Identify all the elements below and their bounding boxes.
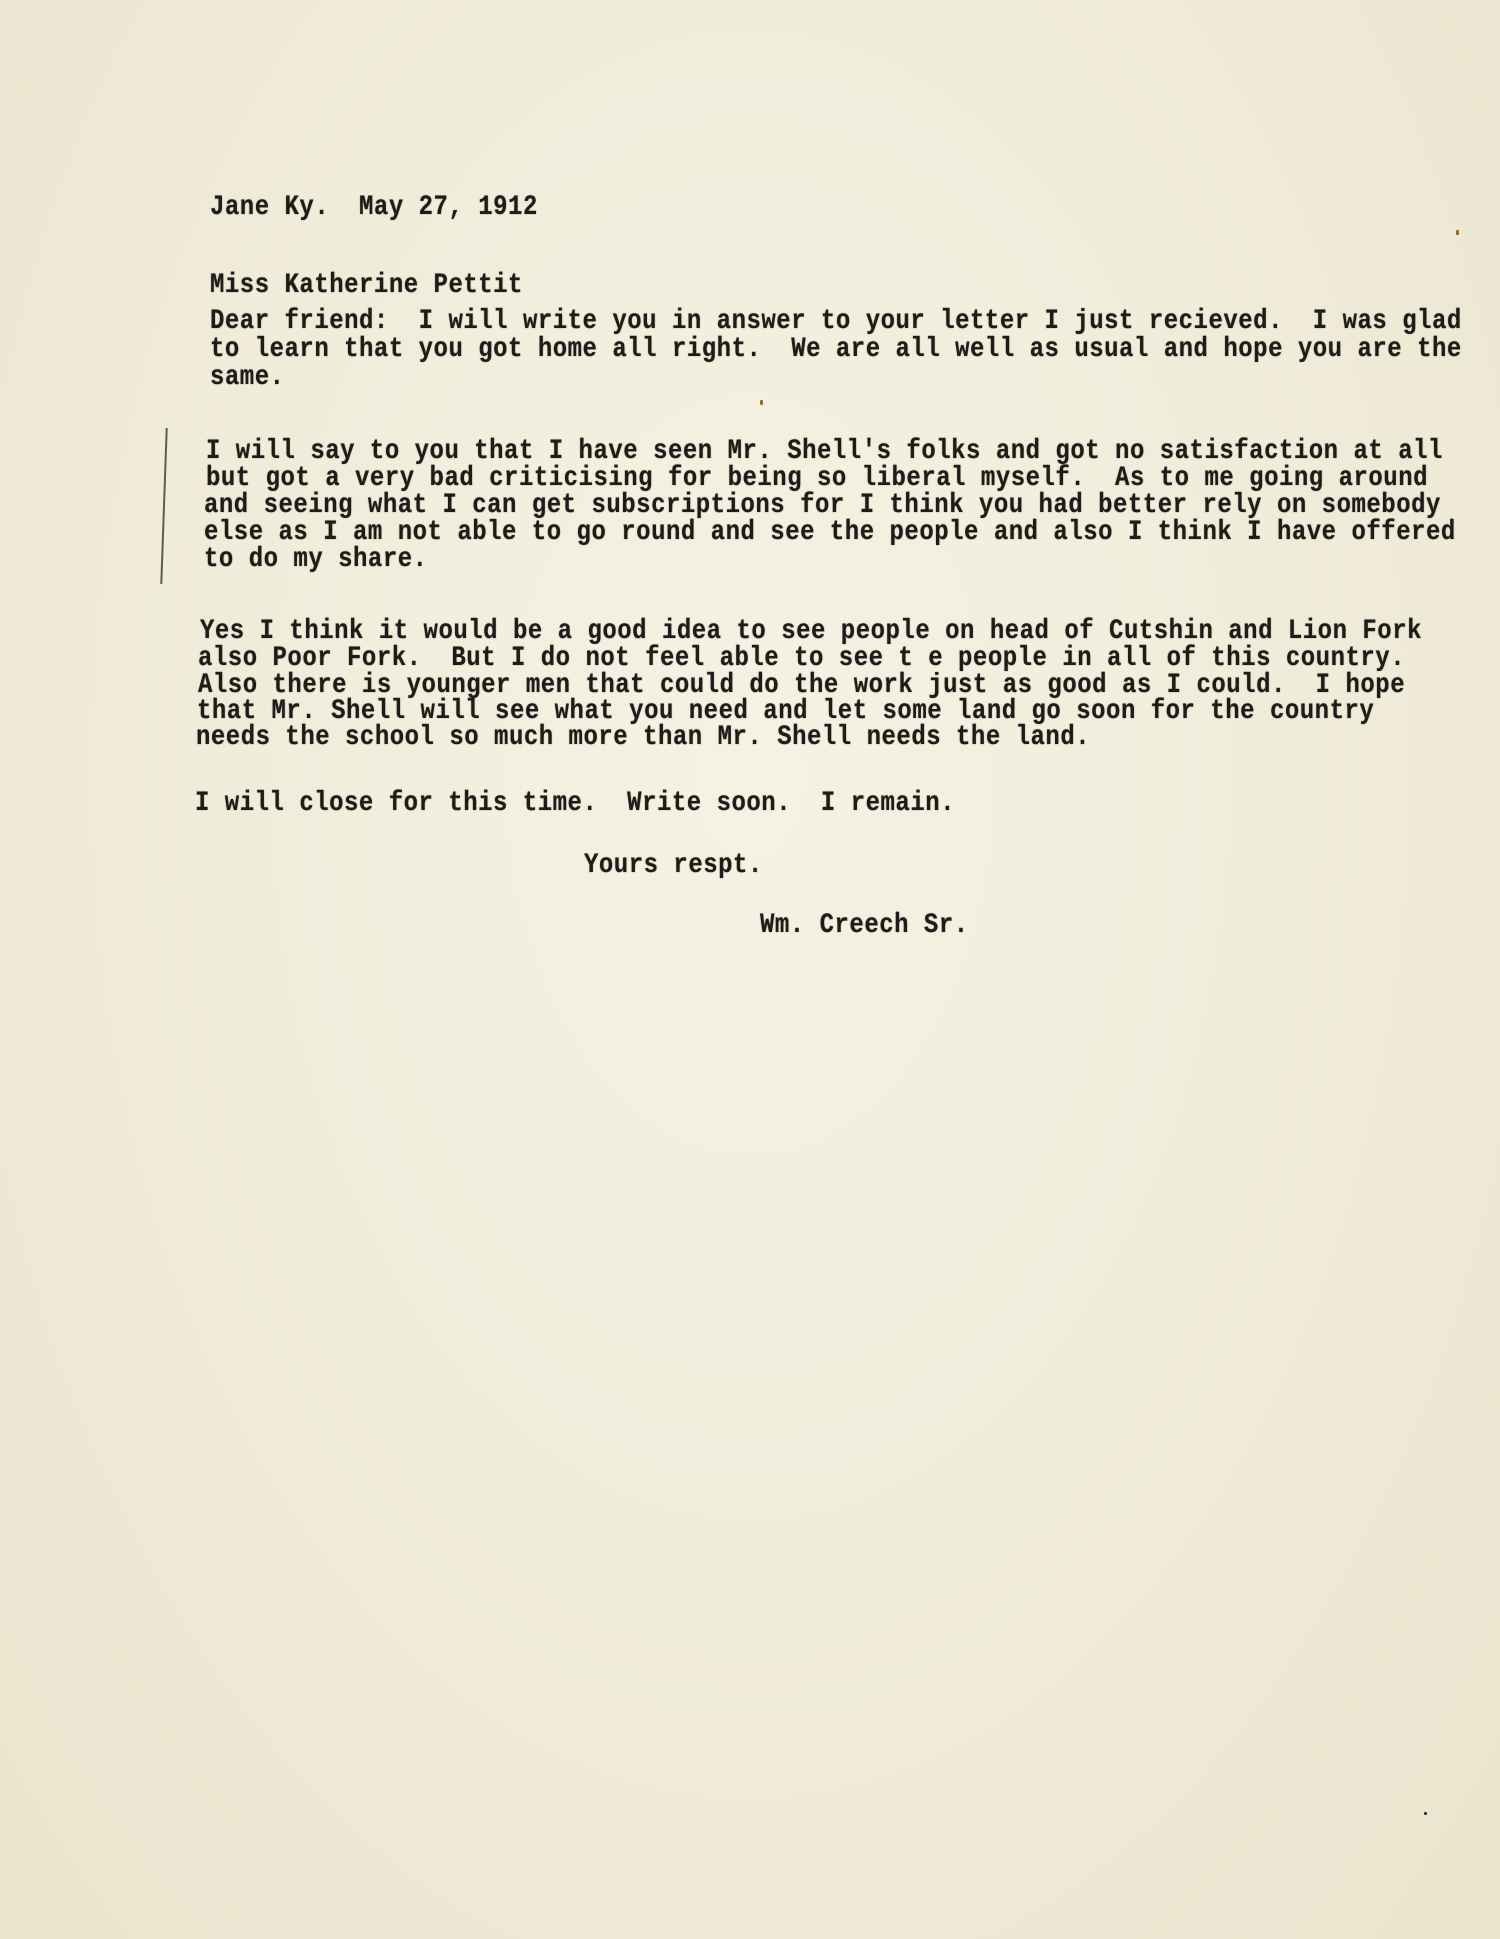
signature: Wm. Creech Sr. [760, 910, 969, 942]
paragraph-3-line: that Mr. Shell will see what you need and let some land go soon for the country [197, 696, 1375, 728]
margin-line-mark [160, 428, 167, 584]
paragraph-3-line: Also there is younger men that could do the work just as good as I could. I hope [198, 670, 1406, 702]
paragraph-3-line: also Poor Fork. But I do not feel able to see t e people in all of this country. [198, 643, 1406, 675]
paper-speck [1456, 230, 1459, 235]
closing: Yours respt. [584, 850, 763, 882]
paragraph-3-line: needs the school so much more than Mr. Shell needs the land. [196, 722, 1091, 754]
paragraph-2-line: else as I am not able to go round and see the people and also I think I have offered [204, 517, 1456, 549]
paper-speck [1424, 1812, 1427, 1815]
paragraph-2-line: I will say to you that I have seen Mr. Shell's folks and got no satisfaction at all [206, 436, 1443, 468]
paragraph-1-line: same. [210, 362, 285, 394]
place-date: Jane Ky. May 27, 1912 [210, 192, 538, 224]
paragraph-2-line: and seeing what I can get subscriptions for I think you had better rely on somebody [204, 490, 1441, 522]
closing-paragraph: I will close for this time. Write soon. I remain. [195, 788, 956, 820]
paragraph-3-line: Yes I think it would be a good idea to see people on head of Cutshin and Lion Fork [200, 616, 1422, 648]
paragraph-1-line: to learn that you got home all right. We are all well as usual and hope you are the [210, 334, 1462, 366]
paragraph-1-line: Dear friend: I will write you in answer to your letter I just recieved. I was glad [210, 306, 1462, 338]
paragraph-2-line: but got a very bad criticising for being so liberal myself. As to me going around [206, 463, 1428, 495]
paper-speck [760, 400, 763, 405]
paragraph-2-line: to do my share. [204, 544, 428, 576]
recipient: Miss Katherine Pettit [210, 270, 523, 302]
